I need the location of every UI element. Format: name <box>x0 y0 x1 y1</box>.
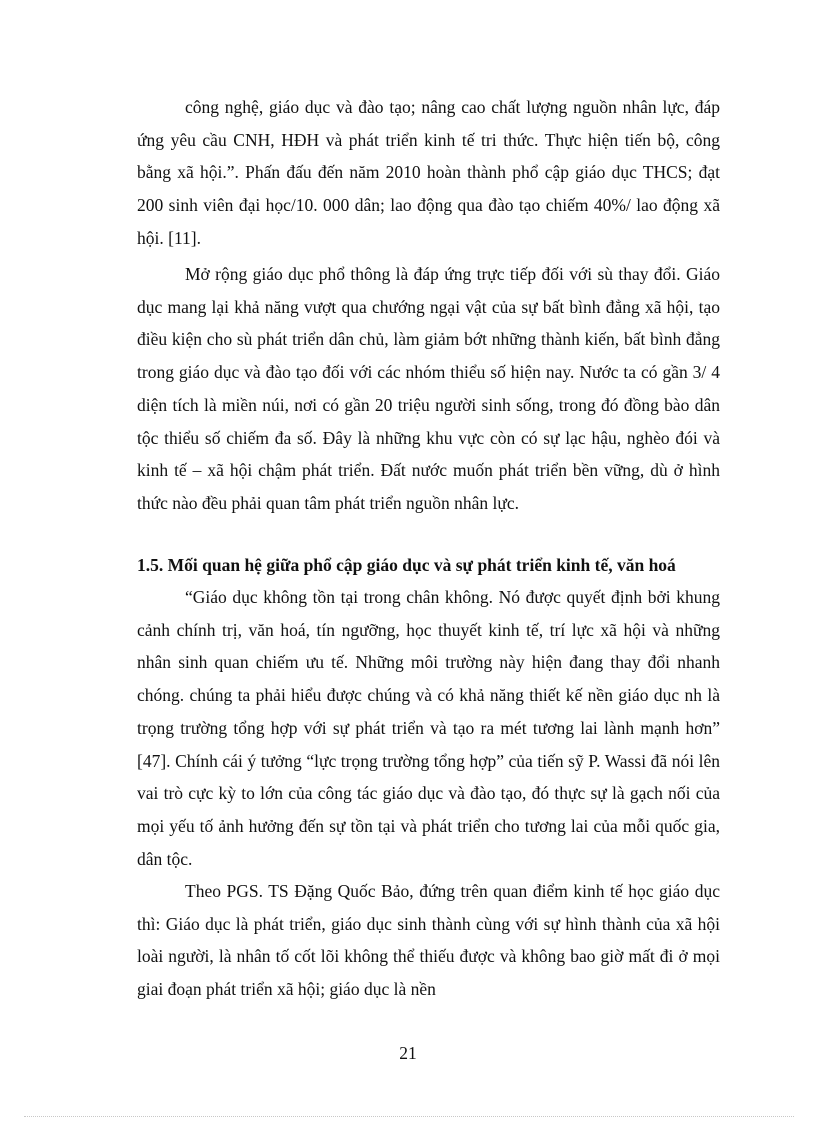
page-bottom-divider <box>24 1116 794 1117</box>
paragraph-4: Theo PGS. TS Đặng Quốc Bảo, đứng trên quan điểm kinh tế học giáo dục thì: Giáo dục là phát triển, giáo dục sinh thành cùng với sự hình thành của xã hội loài người, là nhân tố cốt lõi không thể thiếu được và không bao giờ mất đi ở mọi giai đoạn phát triển xã hội; giáo dục là nền <box>137 881 720 1000</box>
paragraph-3: “Giáo dục không tồn tại trong chân không. Nó được quyết định bởi khung cảnh chính trị, văn hoá, tín ngưỡng, học thuyết kinh tế, trí lực xã hội và những nhân sinh quan chiếm ưu tế. Những môi trường này hiện đang thay đổi nhanh chóng. chúng ta phải hiểu được chúng và có khả năng thiết kế nền giáo dục nh là trọng trường tổng hợp với sự phát triển và tạo ra mét tương lai lành mạnh hơn” [47]. Chính cái ý tưởng “lực trọng trường tổng hợp” của tiến sỹ P. Wassi đã nói lên vai trò cực kỳ to lớn của công tác giáo dục và đào tạo, đó thực sự là gạch nối của mọi yếu tố ảnh hưởng đến sự tồn tại và phát triển cho tương lai của mỗi quốc gia, dân tộc. <box>137 587 720 869</box>
paragraph-2: Mở rộng giáo dục phổ thông là đáp ứng trực tiếp đối với sù thay đổi. Giáo dục mang lại khả năng vượt qua chướng ngại vật của sự bất bình đẳng xã hội, tạo điều kiện cho sù phát triển dân chủ, làm giảm bớt những thành kiến, bất bình đẳng trong giáo dục và đào tạo đối với các nhóm thiểu số hiện nay. Nước ta có gần 3/ 4 diện tích là miền núi, nơi có gần 20 triệu người sinh sống, trong đó đồng bào dân tộc thiểu số chiếm đa số. Đây là những khu vực còn có sự lạc hậu, nghèo đói và kinh tế – xã hội chậm phát triển. Đất nước muốn phát triển bền vững, dù ở hình thức nào đều phải quan tâm phát triển nguồn nhân lực. <box>137 264 720 513</box>
paragraph-1: công nghệ, giáo dục và đào tạo; nâng cao chất lượng nguồn nhân lực, đáp ứng yêu cầu CNH, HĐH và phát triển kinh tế tri thức. Thực hiện tiến bộ, công bằng xã hội.”. Phấn đấu đến năm 2010 hoàn thành phổ cập giáo dục THCS; đạt 200 sinh viên đại học/10. 000 dân; lao động qua đào tạo chiếm 40%/ lao động xã hội. [11]. <box>137 97 720 248</box>
section-heading: 1.5. Mối quan hệ giữa phổ cập giáo dục và sự phát triển kinh tế, văn hoá <box>137 555 676 575</box>
page-number: 21 <box>399 1043 417 1063</box>
